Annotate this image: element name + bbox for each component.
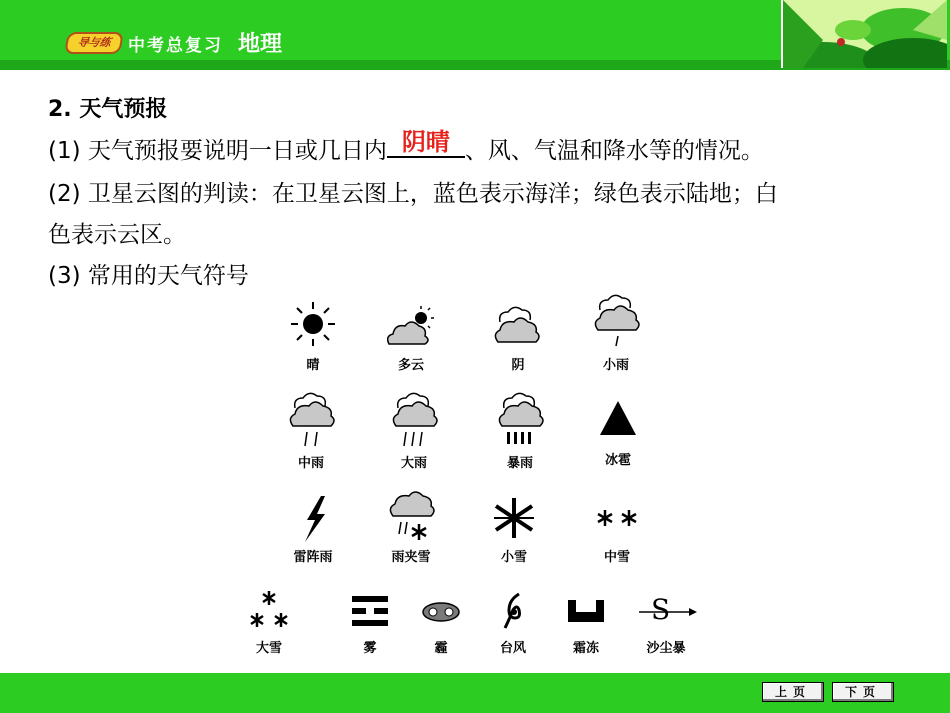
symbol-label: 霜冻 — [572, 641, 599, 656]
symbol-label: 中雨 — [297, 456, 324, 471]
cloud-icon — [488, 300, 548, 352]
light-rain-icon — [586, 292, 646, 352]
sandstorm-icon — [631, 590, 701, 635]
symbol-label: 大雪 — [255, 641, 282, 656]
header-bar — [0, 0, 950, 70]
symbol-label: 中雪 — [603, 550, 630, 565]
snowflake-icon — [484, 492, 544, 544]
symbol-typhoon — [473, 588, 553, 656]
fill-in-blank — [387, 128, 465, 158]
symbol-sleet — [371, 488, 451, 565]
symbol-label: 台风 — [499, 641, 526, 656]
typhoon-icon — [483, 588, 543, 635]
section-title: 2. 天气预报 — [48, 97, 168, 122]
header-subject: 地理 — [238, 32, 283, 57]
line-3: 色表示云区。 — [48, 222, 186, 248]
partly-cloudy-icon — [381, 300, 441, 352]
brand-logo: 导与练 — [64, 32, 124, 54]
hail-triangle-icon — [588, 395, 648, 447]
lightning-icon — [283, 492, 343, 544]
line-1 — [48, 128, 764, 165]
next-page-button[interactable]: 下页 — [832, 682, 894, 702]
heavy-rain-icon — [384, 390, 444, 450]
line-1-text-after: 、风、气温和降水等的情况。 — [464, 138, 764, 164]
sleet-icon — [381, 488, 441, 544]
symbol-label: 雾 — [363, 641, 377, 656]
symbol-overcast — [478, 300, 558, 373]
rainstorm-icon — [490, 390, 550, 450]
symbol-light-rain — [576, 292, 656, 373]
leaf-illustration — [781, 0, 947, 68]
line-1-text-before: (1) 天气预报要说明一日或几日内 — [48, 138, 387, 164]
symbol-label: 大雨 — [400, 456, 427, 471]
symbol-hail — [578, 395, 658, 468]
symbol-frost — [546, 590, 626, 656]
double-snowflake-icon — [587, 492, 647, 544]
moderate-rain-icon — [281, 390, 341, 450]
symbol-partly-cloudy — [371, 300, 451, 373]
sandstorm-glyph: S — [651, 593, 671, 626]
symbol-fog — [330, 590, 410, 656]
symbol-light-snow — [474, 492, 554, 565]
symbol-label: 暴雨 — [506, 456, 533, 471]
frost-icon — [556, 590, 616, 635]
header-subtitle: 中考总复习 — [128, 36, 223, 56]
symbol-haze — [401, 590, 481, 656]
symbol-heavy-rain — [374, 390, 454, 471]
symbol-sunny — [273, 300, 353, 373]
symbol-label: 阴 — [511, 358, 525, 373]
symbol-label: 晴 — [306, 358, 320, 373]
symbol-moderate-snow — [577, 492, 657, 565]
symbol-label: 多云 — [397, 358, 424, 373]
symbol-heavy-snow — [229, 585, 309, 656]
prev-page-button[interactable]: 上页 — [762, 682, 824, 702]
triple-snowflake-icon — [239, 585, 299, 635]
sun-icon — [283, 300, 343, 352]
symbol-moderate-rain — [271, 390, 351, 471]
symbol-rainstorm — [480, 390, 560, 471]
symbol-label: 沙尘暴 — [646, 641, 686, 656]
symbol-sandstorm — [626, 590, 706, 656]
line-2: (2) 卫星云图的判读：在卫星云图上，蓝色表示海洋；绿色表示陆地；白 — [48, 181, 778, 207]
symbol-label: 小雪 — [500, 550, 527, 565]
symbol-thunderstorm — [273, 492, 353, 565]
blank-answer: 阴晴 — [401, 128, 450, 156]
symbol-label: 冰雹 — [604, 453, 631, 468]
symbol-label: 雨夹雪 — [391, 550, 431, 565]
symbol-label: 霾 — [434, 641, 448, 656]
haze-icon — [411, 590, 471, 635]
symbol-label: 雷阵雨 — [293, 550, 333, 565]
fog-icon — [340, 590, 400, 635]
symbol-label: 小雨 — [602, 358, 629, 373]
line-4: (3) 常用的天气符号 — [48, 263, 249, 289]
